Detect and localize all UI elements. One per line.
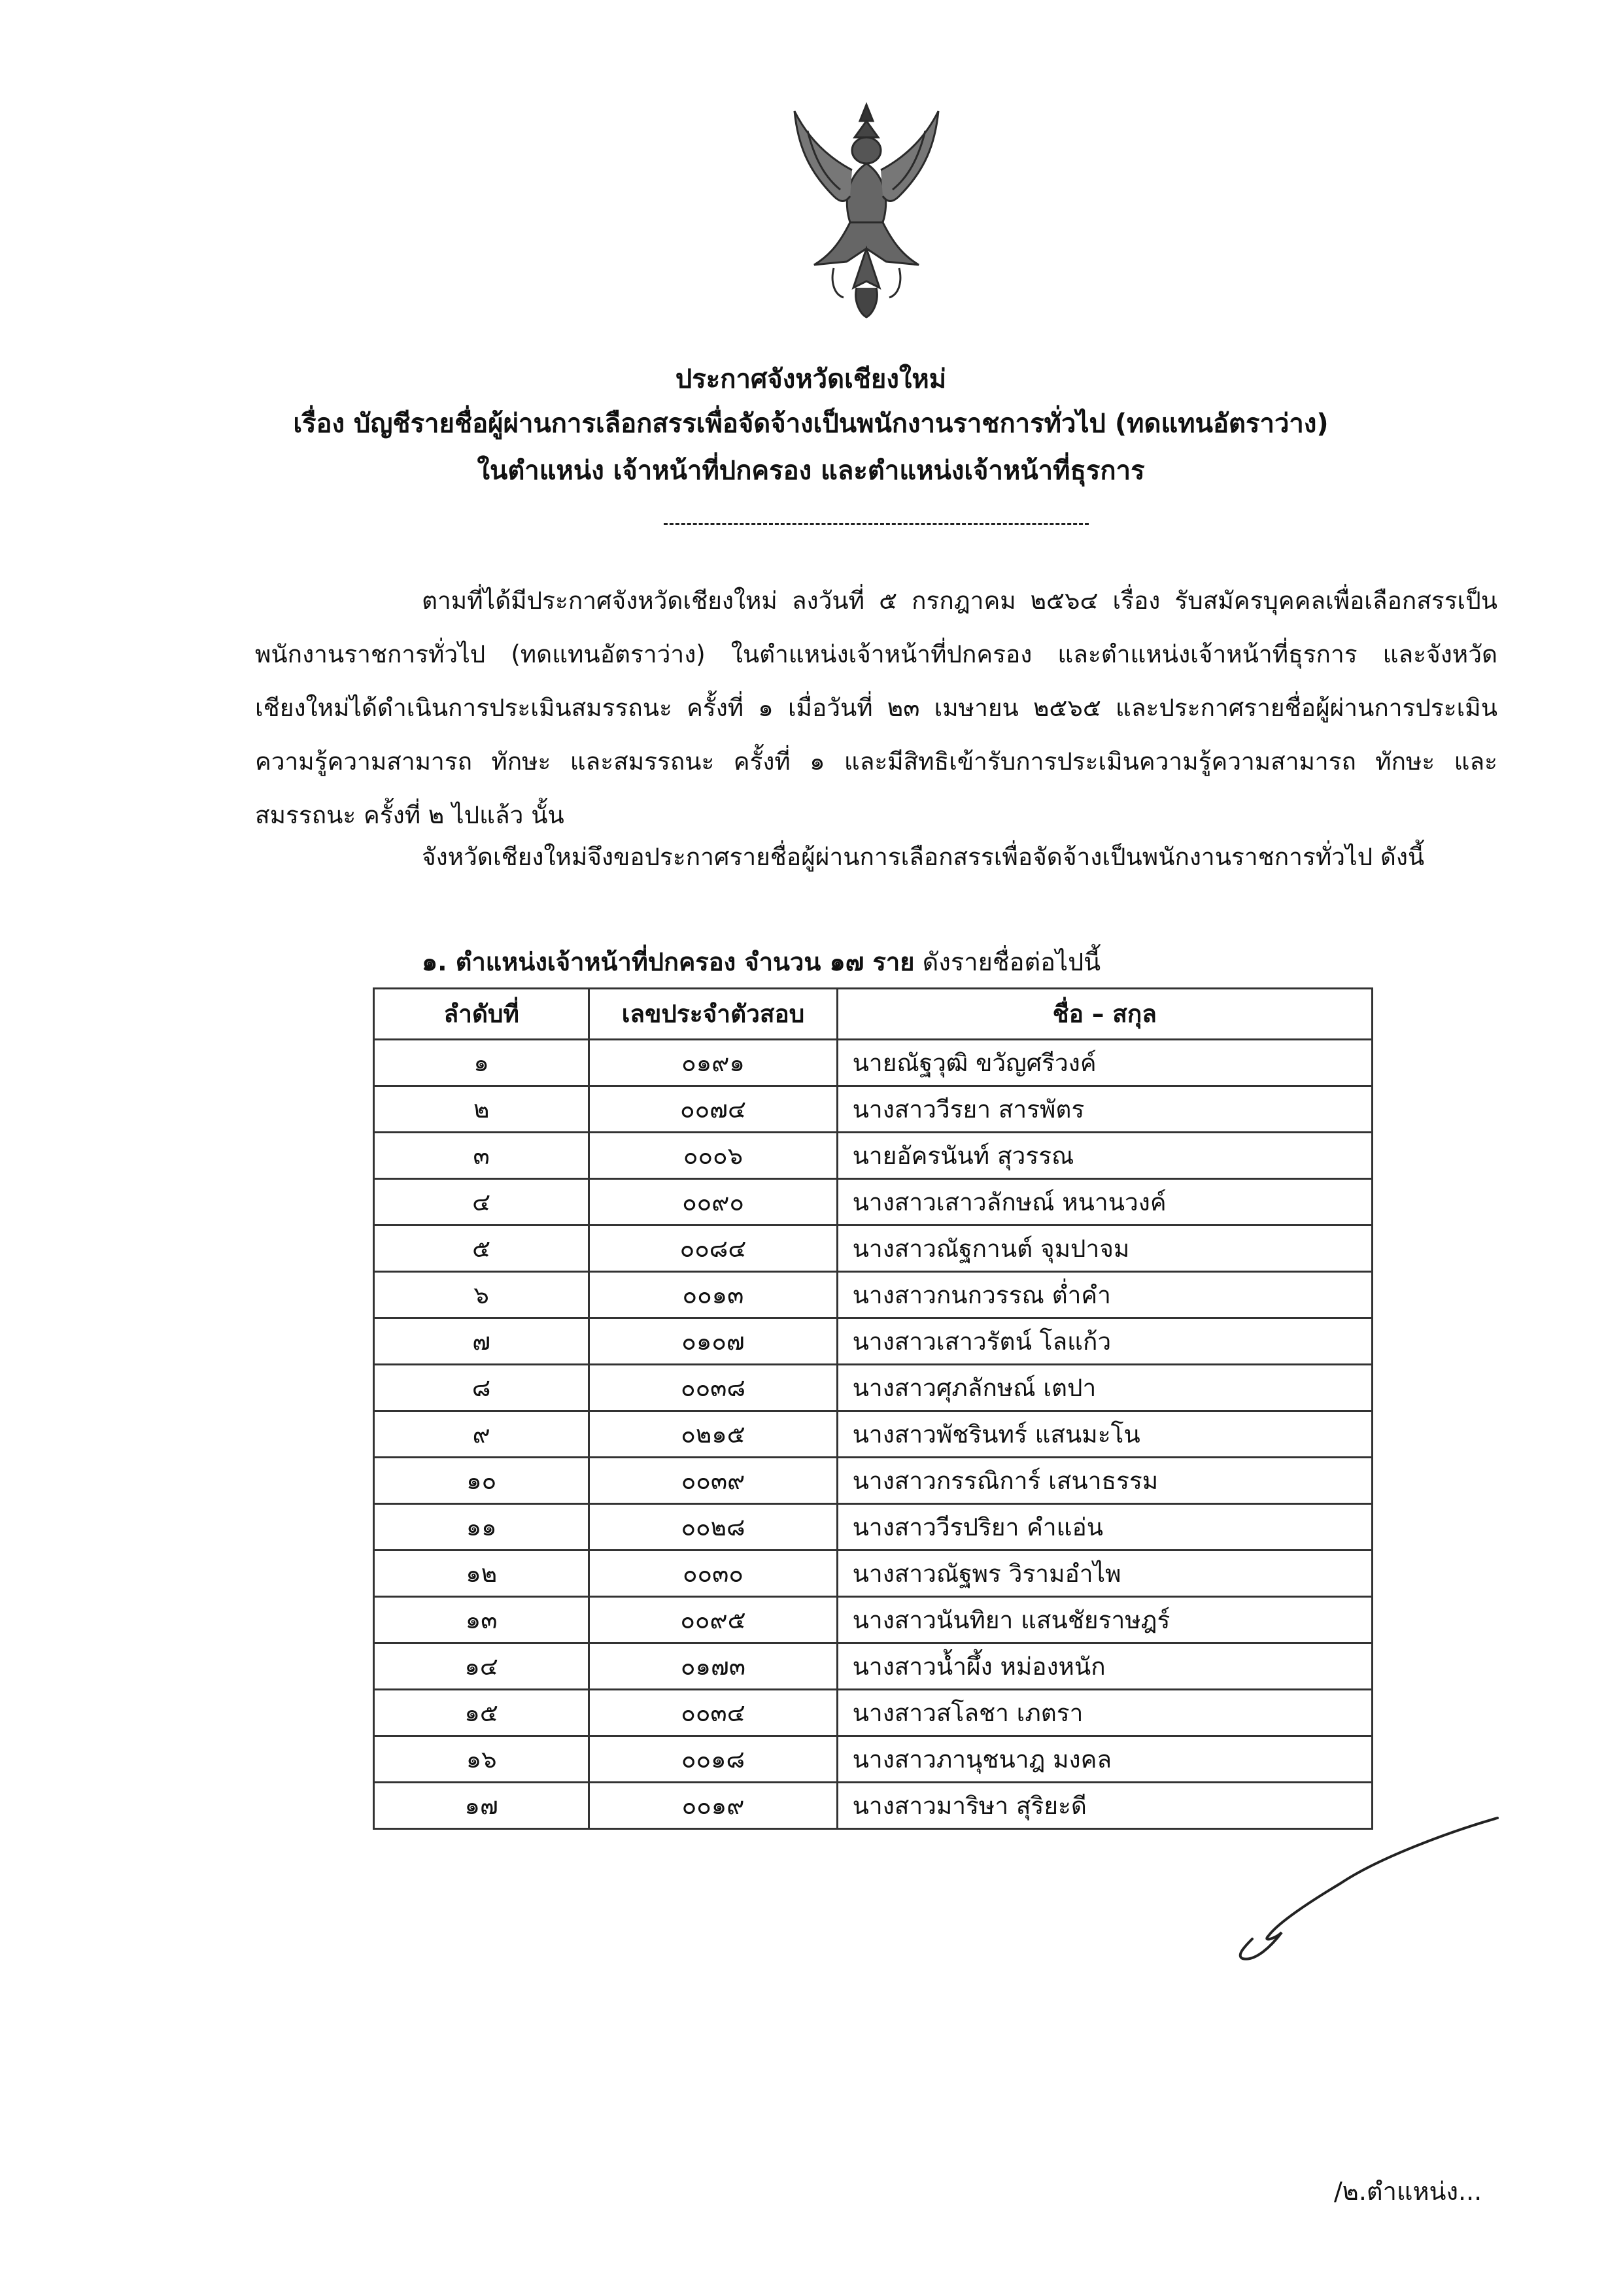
row-exam-id: ๐๒๑๕: [589, 1411, 837, 1458]
table-header-row: [374, 989, 1373, 1040]
table-row: [374, 1690, 1373, 1736]
row-order: ๒: [374, 1086, 589, 1133]
row-order: ๖: [374, 1272, 589, 1318]
row-exam-id: ๐๑๐๗: [589, 1318, 837, 1365]
row-full-name: นางสาวภานุชนาฎ มงคล: [837, 1736, 1372, 1783]
table-row: [374, 1040, 1373, 1086]
row-order: ๘: [374, 1365, 589, 1411]
row-full-name: นางสาวศุภลักษณ์ เตปา: [837, 1365, 1372, 1411]
row-exam-id: ๐๐๙๕: [589, 1597, 837, 1643]
table-row: [374, 1318, 1373, 1365]
table-row: [374, 1504, 1373, 1551]
table-row: [374, 1272, 1373, 1318]
row-order: ๑๑: [374, 1504, 589, 1551]
table-row: [374, 1551, 1373, 1597]
table-row: [374, 1458, 1373, 1504]
signature-mark: [1216, 1805, 1504, 1962]
row-full-name: นางสาวมาริษา สุริยะดี: [837, 1783, 1372, 1829]
table-row: [374, 1411, 1373, 1458]
section-1-heading: [422, 942, 1101, 982]
garuda-emblem-icon: [768, 92, 965, 327]
row-full-name: นางสาวนันทิยา แสนชัยราษฎร์: [837, 1597, 1372, 1643]
row-exam-id: ๐๐๘๔: [589, 1225, 837, 1272]
body-paragraph-2: จังหวัดเชียงใหม่จึงขอประกาศรายชื่อผู้ผ่านการเลือกสรรเพื่อจัดจ้างเป็นพนักงานราชการทั่วไป ดังนี้: [422, 843, 1425, 871]
row-order: ๗: [374, 1318, 589, 1365]
row-full-name: นางสาวณัฐกานต์ จุมปาจม: [837, 1225, 1372, 1272]
title-divider: [664, 523, 1089, 525]
row-full-name: นางสาวกนกวรรณ ต่ำคำ: [837, 1272, 1372, 1318]
row-exam-id: ๐๐๑๓: [589, 1272, 837, 1318]
table-row: [374, 1086, 1373, 1133]
row-order: ๑๕: [374, 1690, 589, 1736]
row-full-name: นางสาวเสาวลักษณ์ หนานวงค์: [837, 1179, 1372, 1225]
row-order: ๑๗: [374, 1783, 589, 1829]
row-exam-id: ๐๐๒๘: [589, 1504, 837, 1551]
row-exam-id: ๐๑๙๑: [589, 1040, 837, 1086]
row-order: ๑: [374, 1040, 589, 1086]
row-exam-id: ๐๐๗๔: [589, 1086, 837, 1133]
row-exam-id: ๐๑๗๓: [589, 1643, 837, 1690]
row-order: ๑๒: [374, 1551, 589, 1597]
row-exam-id: ๐๐๓๐: [589, 1551, 837, 1597]
column-header-name: ชื่อ – สกุล: [837, 989, 1372, 1040]
table-row: [374, 1643, 1373, 1690]
row-full-name: นางสาวกรรณิการ์ เสนาธรรม: [837, 1458, 1372, 1504]
row-order: ๙: [374, 1411, 589, 1458]
candidate-table: [373, 987, 1373, 1830]
row-order: ๔: [374, 1179, 589, 1225]
page-continuation: /๒.ตำแหน่ง...: [1334, 2177, 1482, 2206]
row-order: ๑๓: [374, 1597, 589, 1643]
announcement-subject: เรื่อง บัญชีรายชื่อผู้ผ่านการเลือกสรรเพื่อจัดจ้างเป็นพนักงานราชการทั่วไป (ทดแทนอัตราว่าง): [293, 409, 1329, 439]
row-order: ๓: [374, 1133, 589, 1179]
table-row: [374, 1225, 1373, 1272]
row-exam-id: ๐๐๓๙: [589, 1458, 837, 1504]
column-header-order: ลำดับที่: [374, 989, 589, 1040]
row-full-name: นางสาวเสาวรัตน์ โลแก้ว: [837, 1318, 1372, 1365]
row-order: ๑๐: [374, 1458, 589, 1504]
row-exam-id: ๐๐๓๘: [589, 1365, 837, 1411]
row-exam-id: ๐๐๓๔: [589, 1690, 837, 1736]
announcement-title: ประกาศจังหวัดเชียงใหม่: [675, 364, 947, 394]
body-paragraph-1: ตามที่ได้มีประกาศจังหวัดเชียงใหม่ ลงวันที่ ๕ กรกฎาคม ๒๕๖๔ เรื่อง รับสมัครบุคคลเพื่อเลือกสรรเป็นพนักงานราชการทั่วไป (ทดแทนอัตราว่าง) ในตำแหน่งเจ้าหน้าที่ปกครอง และตำแหน่งเจ้าหน้าที่ธุรการ และจังหวัดเชียงใหม่ได้ดำเนินการประเมินสมรรถนะ ครั้งที่ ๑ เมื่อวันที่ ๒๓ เมษายน ๒๕๖๕ และประกาศรายชื่อผู้ผ่านการประเมินความรู้ความสามารถ ทักษะ และสมรรถนะ ครั้งที่ ๑ และมีสิทธิเข้ารับการประเมินความรู้ความสามารถ ทักษะ และสมรรถนะ ครั้งที่ ๒ ไปแล้ว นั้น: [255, 587, 1497, 829]
row-full-name: นางสาวณัฐพร วิรามอำไพ: [837, 1551, 1372, 1597]
row-full-name: นางสาวน้ำผึ้ง หม่องหนัก: [837, 1643, 1372, 1690]
row-full-name: นางสาวพัชรินทร์ แสนมะโน: [837, 1411, 1372, 1458]
row-full-name: นางสาวสโลชา เภตรา: [837, 1690, 1372, 1736]
row-full-name: นางสาววีรปริยา คำแอ่น: [837, 1504, 1372, 1551]
column-header-exam-id: เลขประจำตัวสอบ: [589, 989, 837, 1040]
row-exam-id: ๐๐๐๖: [589, 1133, 837, 1179]
announcement-positions: ในตำแหน่ง เจ้าหน้าที่ปกครอง และตำแหน่งเจ้าหน้าที่ธุรการ: [477, 456, 1145, 486]
table-row: [374, 1133, 1373, 1179]
table-row: [374, 1736, 1373, 1783]
row-order: ๕: [374, 1225, 589, 1272]
row-full-name: นางสาววีรยา สารพัตร: [837, 1086, 1372, 1133]
table-row: [374, 1597, 1373, 1643]
row-exam-id: ๐๐๑๙: [589, 1783, 837, 1829]
row-order: ๑๖: [374, 1736, 589, 1783]
table-row: [374, 1365, 1373, 1411]
row-exam-id: ๐๐๙๐: [589, 1179, 837, 1225]
row-order: ๑๔: [374, 1643, 589, 1690]
section-1-heading-plain: ดังรายชื่อต่อไปนี้: [914, 948, 1101, 976]
row-exam-id: ๐๐๑๘: [589, 1736, 837, 1783]
row-full-name: นายณัฐวุฒิ ขวัญศรีวงค์: [837, 1040, 1372, 1086]
section-1-heading-bold: ๑. ตำแหน่งเจ้าหน้าที่ปกครอง จำนวน ๑๗ ราย: [422, 948, 915, 976]
table-row: [374, 1179, 1373, 1225]
row-full-name: นายอัครนันท์ สุวรรณ: [837, 1133, 1372, 1179]
